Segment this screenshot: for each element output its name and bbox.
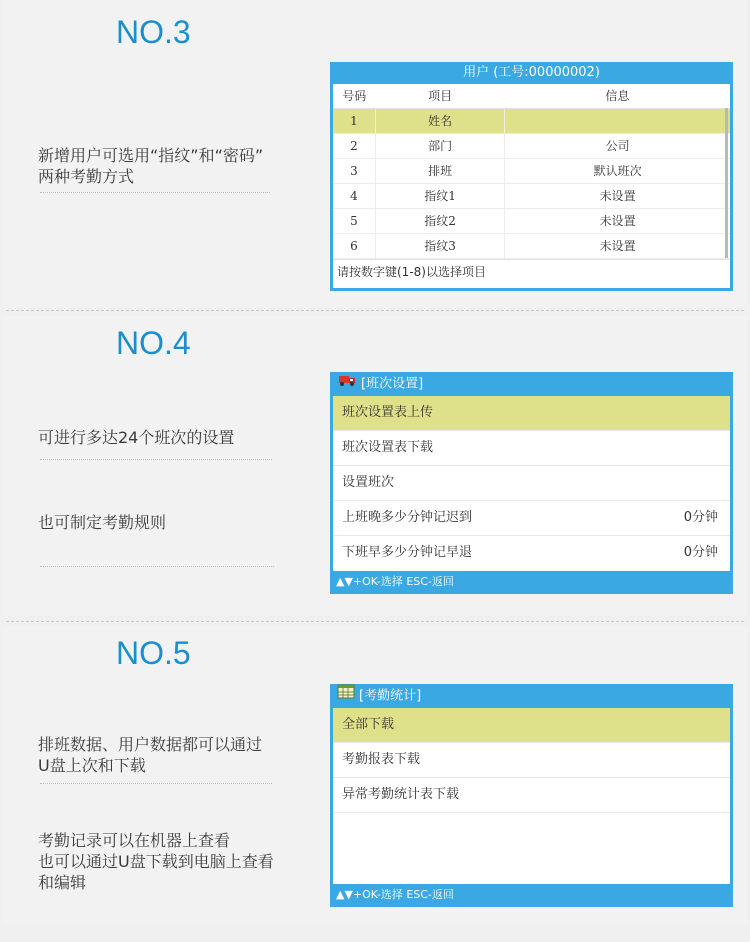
late-threshold-value: 0分钟 xyxy=(683,510,718,525)
table-header xyxy=(333,84,730,108)
section-description: 可进行多达24个班次的设置 xyxy=(38,428,235,447)
table-row[interactable]: 1 姓名 xyxy=(333,108,730,133)
scrollbar[interactable] xyxy=(725,108,728,258)
column-header: 项目 xyxy=(375,84,504,108)
screen-title: [考勤统计] xyxy=(359,688,422,704)
menu-item-set-shift[interactable]: 设置班次 xyxy=(333,466,730,501)
truck-icon xyxy=(337,372,357,396)
section-description: 也可制定考勤规则 xyxy=(38,513,167,532)
section-divider xyxy=(6,621,744,622)
section-description: 新增用户可选用“指纹”和“密码” 两种考勤方式 xyxy=(38,146,264,186)
early-threshold-value: 0分钟 xyxy=(683,545,718,560)
screen-hint: ▲▼+OK-选择 ESC-返回 xyxy=(336,888,454,901)
menu-item-download-report[interactable]: 考勤报表下载 xyxy=(333,743,730,778)
divider xyxy=(40,566,274,567)
table-row[interactable]: 6 指纹3 未设置 xyxy=(333,233,730,258)
menu-item-download-shift-table[interactable]: 班次设置表下载 xyxy=(333,431,730,466)
menu-item-download-exception-report[interactable]: 异常考勤统计表下载 xyxy=(333,778,730,813)
divider xyxy=(40,783,272,784)
screen-title: [班次设置] xyxy=(361,376,424,392)
table-row[interactable]: 5 指纹2 未设置 xyxy=(333,208,730,233)
screen-title: 用户 (工号:00000002) xyxy=(463,65,600,80)
shift-settings-screen xyxy=(330,372,733,594)
section-description: 考勤记录可以在机器上查看 也可以通过U盘下载到电脑上查看 和编辑 xyxy=(38,831,274,892)
menu-item-late-threshold[interactable]: 上班晚多少分钟记迟到 0分钟 xyxy=(333,501,730,536)
section-divider xyxy=(6,310,744,311)
spreadsheet-icon xyxy=(337,684,355,708)
user-screen xyxy=(330,62,733,291)
screen-hint: ▲▼+OK-选择 ESC-返回 xyxy=(336,575,454,588)
table-row[interactable]: 4 指纹1 未设置 xyxy=(333,183,730,208)
menu-list xyxy=(333,396,730,571)
divider xyxy=(40,192,270,193)
section-number: NO.4 xyxy=(116,325,191,361)
column-header: 信息 xyxy=(505,84,730,108)
menu-list xyxy=(333,708,730,884)
screen-title-bar xyxy=(330,372,733,396)
screen-title-bar xyxy=(330,684,733,708)
column-header: 号码 xyxy=(333,84,375,108)
menu-item-early-threshold[interactable]: 下班早多少分钟记早退 0分钟 xyxy=(333,536,730,571)
screen-body xyxy=(333,84,730,288)
table-row[interactable]: 3 排班 默认班次 xyxy=(333,158,730,183)
menu-item-download-all[interactable]: 全部下载 xyxy=(333,708,730,743)
user-info-table xyxy=(333,84,730,259)
screen-hint: 请按数字键(1-8)以选择项目 xyxy=(333,259,730,283)
menu-item-upload-shift-table[interactable]: 班次设置表上传 xyxy=(333,396,730,431)
section-description: 排班数据、用户数据都可以通过 U盘上次和下载 xyxy=(38,735,263,775)
divider xyxy=(40,459,272,460)
table-row[interactable]: 2 部门 公司 xyxy=(333,133,730,158)
section-number: NO.5 xyxy=(116,635,191,671)
section-number: NO.3 xyxy=(116,14,191,50)
attendance-stats-screen xyxy=(330,684,733,907)
